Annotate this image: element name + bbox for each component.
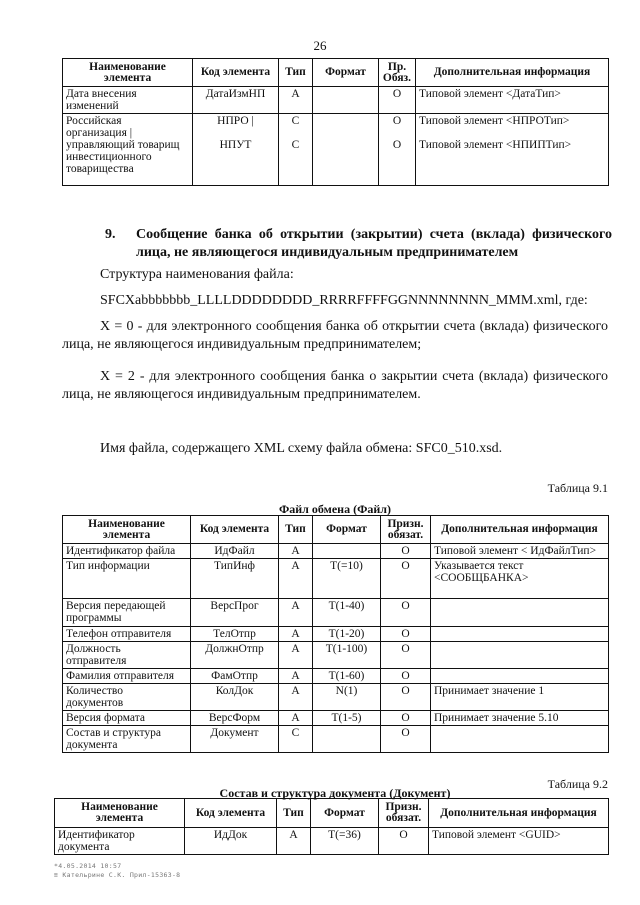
- column-header: Формат: [313, 59, 379, 87]
- table-cell: [313, 726, 381, 753]
- table-cell: А: [279, 684, 313, 711]
- paragraph: Структура наименования файла:: [100, 267, 294, 282]
- table-cell: [193, 114, 279, 186]
- cell-text: НПРО |: [217, 115, 254, 127]
- table-cell: [416, 114, 609, 186]
- cell-text: О: [392, 115, 402, 127]
- table-cell: ТипИнф: [191, 559, 279, 599]
- column-header: Дополнительная информация: [431, 516, 609, 544]
- cell-text: Типовой элемент <НПРОТип>: [419, 115, 570, 127]
- table-row: [63, 559, 609, 599]
- paragraph: X = 2 - для электронного сообщения банка о закрытии счета (вклада) физического лица, не являющегося индивидуальным предпринимателем.: [62, 369, 608, 402]
- table-row: [63, 627, 609, 642]
- cell-text: Дата внесения: [66, 88, 137, 100]
- table-cell: КолДок: [191, 684, 279, 711]
- cell-text: Версия передающей: [66, 600, 166, 612]
- cell-text: Должность: [66, 643, 121, 655]
- cell-text: Тип информации: [66, 560, 150, 572]
- cell-text: НПУТ: [219, 139, 252, 151]
- cell-text: Типовой элемент <НПИПТип>: [419, 139, 572, 151]
- cell-text: С: [291, 115, 300, 127]
- table-cell: T(1-40): [313, 599, 381, 627]
- section-heading: [100, 226, 612, 262]
- table-cell: [416, 87, 609, 114]
- table-cell: ИдДок: [185, 828, 277, 855]
- section-number: 9.: [105, 227, 116, 242]
- column-header: Формат: [311, 799, 379, 828]
- table-cell: ИдФайл: [191, 544, 279, 559]
- table-cell: [63, 669, 191, 684]
- cell-text: документа: [66, 739, 118, 751]
- cell-text: Количество: [66, 685, 123, 697]
- cell-text: О: [392, 139, 402, 151]
- continuation-table: [62, 58, 609, 186]
- cell-text: Указывается текст: [434, 560, 524, 572]
- table-cell: [313, 87, 379, 114]
- table-cell: О: [381, 684, 431, 711]
- cell-text: Версия формата: [66, 712, 146, 724]
- column-header: Тип: [277, 799, 311, 828]
- section-title: Сообщение банка об открытии (закрытии) счета (вклада) физического лица, не являющегося индивидуальным предпринимателем: [136, 227, 612, 260]
- table-header-row: [63, 59, 609, 87]
- table-cell: [279, 114, 313, 186]
- table-cell: О: [381, 627, 431, 642]
- cell-text: С: [291, 139, 300, 151]
- table-cell: О: [381, 544, 431, 559]
- cell-text: [282, 127, 309, 139]
- table-cell: [431, 559, 609, 599]
- table-label: Таблица 9.2: [547, 777, 608, 791]
- table-cell: О: [381, 669, 431, 684]
- table-cell: [63, 599, 191, 627]
- table-cell: [431, 642, 609, 669]
- table-cell: T(1-20): [313, 627, 381, 642]
- column-header: Тип: [279, 516, 313, 544]
- table-cell: [431, 669, 609, 684]
- cell-text: Принимает значение 5.10: [434, 712, 559, 724]
- cell-text: <СООБЩБАНКА>: [434, 572, 529, 584]
- column-header: Код элемента: [185, 799, 277, 828]
- table-cell: [63, 711, 191, 726]
- table-cell: А: [279, 669, 313, 684]
- cell-text: Типовой элемент < ИдФайлТип>: [434, 545, 597, 557]
- cell-text: О: [392, 88, 402, 100]
- table-cell: ВерсПрог: [191, 599, 279, 627]
- table-row: [63, 544, 609, 559]
- cell-text: инвестиционного: [66, 151, 152, 163]
- table-cell: ФамОтпр: [191, 669, 279, 684]
- column-header: Призн. обязат.: [379, 799, 429, 828]
- table-cell: О: [381, 642, 431, 669]
- table-cell: [63, 544, 191, 559]
- table-cell: А: [277, 828, 311, 855]
- table-cell: T(1-60): [313, 669, 381, 684]
- page-number: 26: [313, 38, 327, 53]
- table-cell: [63, 627, 191, 642]
- table-label: Таблица 9.1: [547, 481, 608, 495]
- table-cell: T(=36): [311, 828, 379, 855]
- cell-text: А: [291, 88, 300, 100]
- footer-stamp-line: ≡ Кательрине С.К. Прил-15363-8: [54, 871, 181, 879]
- cell-text: Состав и структура: [66, 727, 161, 739]
- cell-text: организация |: [66, 127, 133, 139]
- table-cell: А: [279, 559, 313, 599]
- table-cell: А: [279, 711, 313, 726]
- paragraph: Имя файла, содержащего XML схему файла обмена: SFC0_510.xsd.: [100, 441, 503, 456]
- column-header: Призн. обязат.: [381, 516, 431, 544]
- cell-text: документа: [58, 841, 110, 853]
- column-header: Дополнительная информация: [429, 799, 609, 828]
- cell-text: изменений: [66, 100, 119, 112]
- table-header-row: [55, 799, 609, 828]
- column-header: Код элемента: [193, 59, 279, 87]
- table-cell: [63, 684, 191, 711]
- cell-text: Идентификатор: [58, 829, 135, 841]
- cell-text: Телефон отправителя: [66, 628, 172, 640]
- cell-text: товарищества: [66, 163, 134, 175]
- table-header-row: [63, 516, 609, 544]
- table-cell: [431, 684, 609, 711]
- table-row: [63, 711, 609, 726]
- table-cell: О: [381, 559, 431, 599]
- cell-text: Фамилия отправителя: [66, 670, 175, 682]
- table-row: [63, 642, 609, 669]
- table-row: [63, 87, 609, 114]
- table-title: Файл обмена (Файл): [278, 502, 392, 516]
- table-cell: Документ: [191, 726, 279, 753]
- table-cell: О: [381, 711, 431, 726]
- table-cell: [431, 544, 609, 559]
- table-cell: [431, 627, 609, 642]
- table-cell: [63, 114, 193, 186]
- table-cell: [63, 87, 193, 114]
- table-cell: N(1): [313, 684, 381, 711]
- cell-text: Принимает значение 1: [434, 685, 545, 697]
- column-header: Наименование элемента: [63, 516, 191, 544]
- table-cell: А: [279, 599, 313, 627]
- table-cell: [193, 87, 279, 114]
- column-header: Наименование элемента: [63, 59, 193, 87]
- paragraph-filename: SFCXabbbbbbb_LLLLDDDDDDDD_RRRRFFFFGGNNNNNNNN_MMM.xml, где:: [100, 293, 588, 308]
- table-cell: [379, 87, 416, 114]
- table-title: Состав и структура документа (Документ): [219, 786, 451, 800]
- table-cell: [431, 711, 609, 726]
- table-row: [63, 726, 609, 753]
- column-header: Наименование элемента: [55, 799, 185, 828]
- table-row: [63, 114, 609, 186]
- cell-text: Типовой элемент <GUID>: [432, 829, 561, 841]
- column-header: Тип: [279, 59, 313, 87]
- table-cell: ВерсФорм: [191, 711, 279, 726]
- cell-text: управляющий товарищ: [66, 139, 180, 151]
- cell-text: отправителя: [66, 655, 127, 667]
- table-row: [55, 828, 609, 855]
- table-cell: [63, 726, 191, 753]
- table-cell: [63, 559, 191, 599]
- table-cell: С: [279, 726, 313, 753]
- column-header: Формат: [313, 516, 381, 544]
- column-header: Пр. Обяз.: [379, 59, 416, 87]
- table-row: [63, 599, 609, 627]
- cell-text: ДатаИзмНП: [205, 88, 266, 100]
- table-cell: [379, 114, 416, 186]
- column-header: Дополнительная информация: [416, 59, 609, 87]
- table-cell: [279, 87, 313, 114]
- table-cell: О: [381, 599, 431, 627]
- table-cell: О: [381, 726, 431, 753]
- table-cell: О: [379, 828, 429, 855]
- cell-text: Типовой элемент <ДатаТип>: [419, 88, 561, 100]
- table-cell: [313, 544, 381, 559]
- table-cell: [431, 599, 609, 627]
- table-cell: ДолжнОтпр: [191, 642, 279, 669]
- table-cell: [429, 828, 609, 855]
- table-cell: [55, 828, 185, 855]
- table-row: [63, 669, 609, 684]
- cell-text: [382, 127, 412, 139]
- table-cell: [313, 114, 379, 186]
- table-9-2: [54, 798, 609, 855]
- table-cell: [63, 642, 191, 669]
- table-cell: T(1-5): [313, 711, 381, 726]
- table-row: [63, 684, 609, 711]
- cell-text: документов: [66, 697, 124, 709]
- table-cell: [431, 726, 609, 753]
- cell-text: [419, 127, 605, 139]
- cell-text: Идентификатор файла: [66, 545, 176, 557]
- column-header: Код элемента: [191, 516, 279, 544]
- cell-text: программы: [66, 612, 122, 624]
- table-cell: А: [279, 544, 313, 559]
- table-cell: T(1-100): [313, 642, 381, 669]
- table-cell: T(=10): [313, 559, 381, 599]
- table-cell: А: [279, 627, 313, 642]
- footer-stamp-line: *4.05.2014 10:57: [54, 862, 122, 870]
- cell-text: Российская: [66, 115, 122, 127]
- paragraph: X = 0 - для электронного сообщения банка об открытии счета (вклада) физического лица, не являющегося индивидуальным предпринимателем;: [62, 319, 608, 352]
- table-9-1: [62, 515, 609, 753]
- cell-text: [196, 127, 275, 139]
- table-cell: ТелОтпр: [191, 627, 279, 642]
- table-cell: А: [279, 642, 313, 669]
